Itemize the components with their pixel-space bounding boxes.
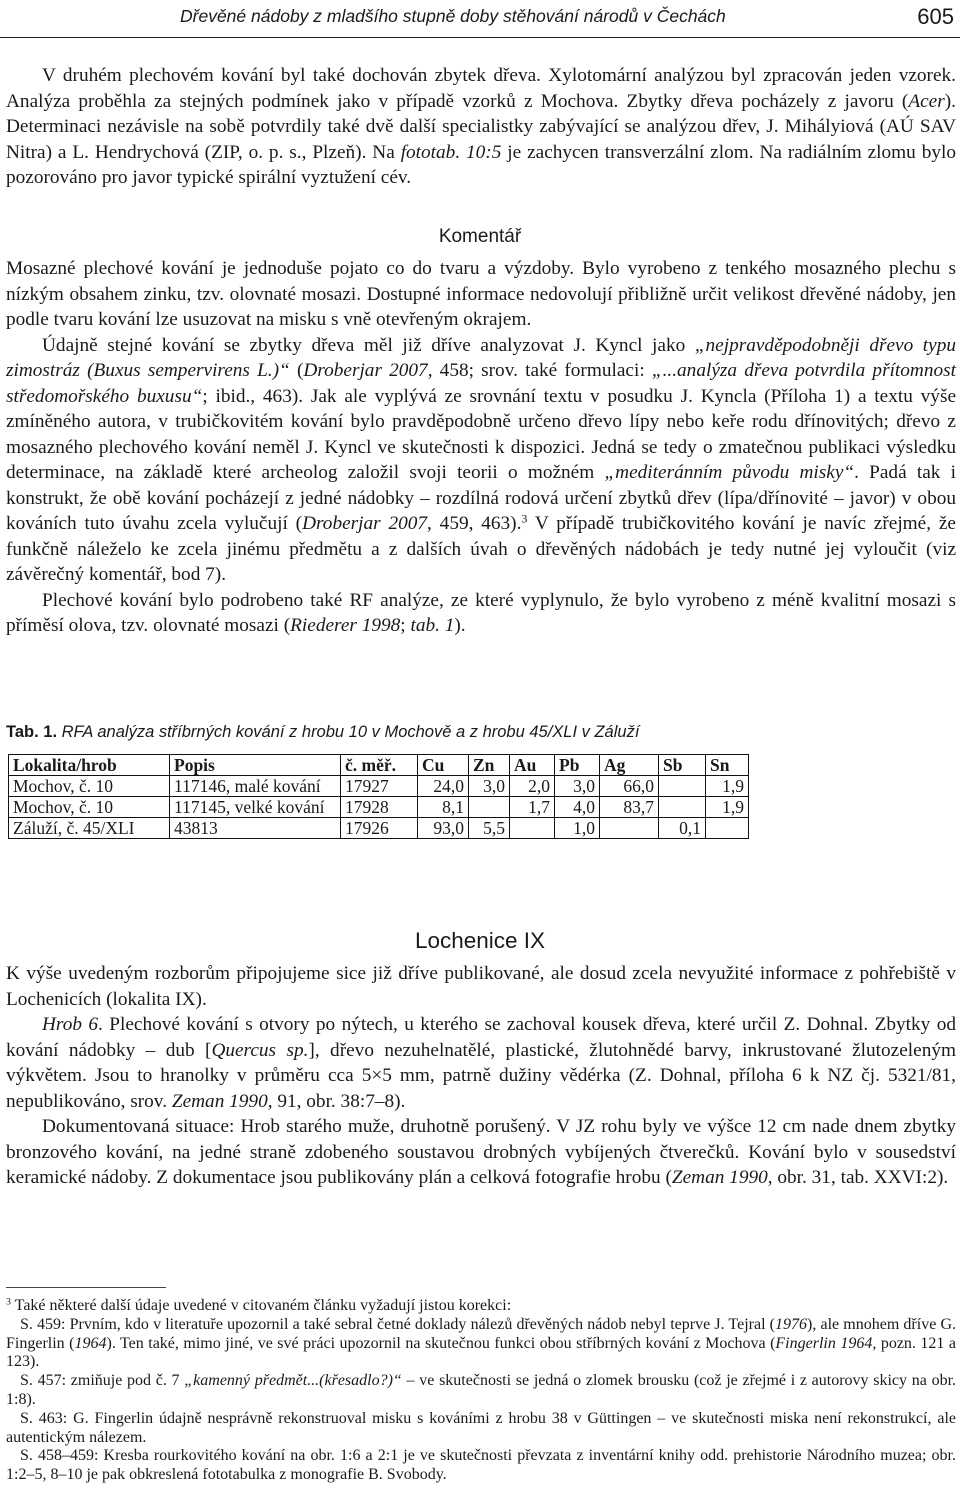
footnote-item	[6, 1372, 956, 1410]
footnote-item: S. 458–459: Kresba rourkovitého kování na obr. 1:6 a 2:1 je ve skutečnosti převzata z inventární knihy odd. prehistorie Národního muzea; obr. 1:2–5, 8–10 je pak obkreslená fototabulka z monografie B. Svobody.	[6, 1447, 956, 1484]
quote: „kamenný předmět...(křesadlo?)“	[184, 1372, 402, 1390]
table-cell: 43813	[170, 818, 341, 839]
text-run: Dokumentovaná situace: Hrob starého muže, druhotně porušený. V JZ rohu byly ve výšce 12 cm nade dnem zbytky bronzového kování, na jedné straně zdobeného soustavou drobných vybíjených čtverečků. Kování bylo v sousedství keramické nádoby. Z dokumentace jsou publikovány plán a celková fotografie hrobu (	[6, 1116, 956, 1188]
text-run: Také některé další údaje uvedené v citovaném článku vyžadují jistou korekci:	[10, 1297, 512, 1314]
table-cell: 0,1	[659, 818, 706, 839]
heading-lochenice: Lochenice IX	[414, 928, 546, 953]
komentar-section	[6, 256, 956, 639]
text-run: S. 459: Prvním, kdo v literatuře upozornil a také sebral četné doklady nálezů dřevěných nádob nebyl teprve J. Tejral (	[20, 1315, 775, 1333]
table-cell: 117146, malé kování	[170, 776, 341, 797]
citation-year: 1976	[775, 1315, 807, 1333]
komentar-paragraph-3	[6, 588, 956, 639]
table-cell: 1,9	[706, 797, 749, 818]
text-run: ], dřevo nezuhelnatělé, plastické, žlutohnědé barvy, inkrustované žlutozeleným výkvětem. Jsou to hranolky v průměru cca 5×5 mm, patrně dužiny vědérka (Z. Dohnal, příloha 6 k NZ čj. 5321/81, nepublikováno, srov.	[6, 1039, 956, 1112]
table-caption-text: RFA analýza stříbrných kování z hrobu 10 v Mochově a z hrobu 45/XLI v Záluží	[57, 723, 640, 741]
col-header: Ag	[600, 755, 659, 776]
komentar-paragraph-2	[6, 333, 956, 588]
text-run: ; ibid., 463). Jak ale vyplývá ze srovnání textu v posudku J. Kyncla (Příloha 1) a textu výše zmíněného autora, v trubičkovitém kování bylo pravděpodobně určeno dřevo lípy nebo keře rodu dřínovitých; dřevo z mosazného plechového kování neměl J. Kyncl ve skutečnosti k dispozici. Jedná se tedy o zmatečnou publikaci výsledku determinace, na základě které archeolog založil svoji teorii o možném	[6, 385, 957, 483]
lochenice-paragraph-1: K výše uvedeným rozborům připojujeme sice již dříve publikované, ale dosud zcela nevyužité informace z pohřebiště v Lochenicích (lokalita IX).	[6, 963, 956, 1010]
grave-label: Hrob 6	[42, 1014, 99, 1035]
col-header: Popis	[170, 755, 341, 776]
table-cell	[659, 776, 706, 797]
citation: Zeman 1990	[671, 1167, 768, 1188]
text-run: . Padá tak i konstrukt, že obě kování pocházejí z jedné nádobky – rozdílná rodová určení zbytků dřev (lípa/dřínovité – javor) v obou kováních tuto úvahu zcela vylučují (	[6, 462, 956, 534]
table-cell: 5,5	[469, 818, 510, 839]
table-ref: tab. 1	[410, 615, 455, 636]
footnote-marker[interactable]: 3	[521, 511, 528, 526]
table-header-row	[9, 755, 749, 776]
taxon-acer: Acer	[908, 90, 945, 112]
text-run: ). Determinaci nezávisle na sobě potvrdily také dvě další specialistky zabývající se analýzou dřev, J. Mihályiová (AÚ SAV Nitra) a L. Hendrychová (ZIP, o. p. s., Plzeň). Na	[6, 90, 956, 163]
taxon-quercus: Quercus sp.	[211, 1039, 309, 1061]
page-number: 605	[917, 4, 954, 29]
text-run: , 91, obr. 38:7–8).	[267, 1090, 406, 1112]
text-run: , 459, 463).	[427, 513, 522, 534]
table-cell: 83,7	[600, 797, 659, 818]
col-header: Zn	[469, 755, 510, 776]
citation: Zeman 1990	[171, 1090, 268, 1112]
table-cell: Mochov, č. 10	[9, 776, 170, 797]
col-header: č. měř.	[341, 755, 418, 776]
table-cell	[510, 818, 555, 839]
running-header	[0, 2, 960, 36]
table-cell: 3,0	[555, 776, 600, 797]
table-cell: 17927	[341, 776, 418, 797]
table-cell: 4,0	[555, 797, 600, 818]
table-row	[9, 776, 749, 797]
intro-paragraph	[6, 63, 956, 191]
text-run: V druhém plechovém kování byl také dochován zbytek dřeva. Xylotomární analýzou byl zpracován jeden vzorek. Analýza proběhla za stejných podmínek jako v případě vzorků z Mochova. Zbytky dřeva pocházely z javoru (	[6, 65, 956, 112]
col-header: Sb	[659, 755, 706, 776]
citation: Riederer 1998	[290, 615, 401, 636]
table-caption-label: Tab. 1.	[6, 723, 58, 741]
text-run: , pozn. 121 a 123).	[6, 1334, 957, 1371]
text-run: , 458; srov. také formulaci:	[427, 360, 652, 381]
citation: Droberjar 2007	[302, 513, 428, 534]
table-cell	[469, 797, 510, 818]
citation-year: 1964	[74, 1334, 107, 1352]
col-header: Cu	[418, 755, 469, 776]
table-cell: 1,7	[510, 797, 555, 818]
header-rule	[0, 37, 960, 38]
text-run: (	[289, 360, 304, 381]
komentar-paragraph-1: Mosazné plechové kování je jednoduše pojato co do tvaru a výzdoby. Bylo vyrobeno z tenkého mosazného plechu s nízkým obsahem zinku, tzv. olovnaté mosazi. Dostupné informace nedovolují přibližně určit velikost dřevěné nádoby, jen podle tvaru kování lze usuzovat na misku s vně otevřeným okrajem.	[6, 258, 956, 330]
col-header: Sn	[706, 755, 749, 776]
intro-section	[6, 63, 956, 191]
table-cell	[600, 818, 659, 839]
lochenice-paragraph-2	[6, 1012, 956, 1114]
citation: Droberjar 2007	[303, 360, 428, 381]
rfa-table	[8, 754, 749, 839]
col-header: Pb	[555, 755, 600, 776]
table-cell: 8,1	[418, 797, 469, 818]
table-cell: 17928	[341, 797, 418, 818]
table-cell: 1,9	[706, 776, 749, 797]
table-cell	[706, 818, 749, 839]
footnote-rule	[6, 1287, 166, 1288]
text-run: ;	[400, 615, 411, 636]
photo-plate-ref: fototab. 10:5	[400, 141, 502, 163]
table-cell: 93,0	[418, 818, 469, 839]
table-cell: 3,0	[469, 776, 510, 797]
table-caption	[6, 723, 639, 742]
text-run: Plechové kování bylo podrobeno také RF analýze, ze které vyplynulo, že bylo vyrobeno z méně kvalitní mosazi s příměsí olova, tzv. olovnaté mosazi (	[6, 589, 956, 636]
heading-komentar: Komentář	[438, 226, 522, 247]
text-run: V případě trubičkovitého kování je navíc zřejmé, že funkčně náleželo ke zcela jinému předmětu a z dalších úvah o dřevěných nádobách je tedy nutné jej vyloučit (viz závěrečný komentář, bod 7).	[6, 513, 956, 585]
table-cell: 24,0	[418, 776, 469, 797]
footnote-number: 3	[6, 1296, 11, 1308]
text-run: S. 457: zmiňuje pod č. 7	[20, 1372, 185, 1390]
quote: „mediteránním původu misky“	[604, 462, 855, 483]
table-cell: 2,0	[510, 776, 555, 797]
text-run: ), ale mnohem dříve G. Fingerlin (	[6, 1315, 957, 1352]
quote: „nejpravděpodobněji dřevo typu zimostráz (Buxus sempervirens L.)“	[6, 334, 956, 381]
table-cell: 66,0	[600, 776, 659, 797]
lochenice-paragraph-3	[6, 1114, 956, 1191]
footnotes	[6, 1297, 956, 1485]
text-run: – ve skutečnosti se jedná o zlomek brousku (což je zřejmé i z autorovy skicy na obr. 1:8).	[6, 1372, 957, 1408]
quote: „...analýza dřeva potvrdila přítomnost středomořského buxusu“	[6, 360, 956, 407]
footnote-item	[6, 1316, 956, 1372]
table-cell: 17926	[341, 818, 418, 839]
footnote-intro	[6, 1297, 956, 1316]
table-cell: 117145, velké kování	[170, 797, 341, 818]
footnote-item: S. 463: G. Fingerlin údajně nesprávně rekonstruoval misku s kováními z hrobu 38 v Güttingen – ve skutečnosti miska není rekonstrukcí, ale autentickým nálezem.	[6, 1409, 956, 1446]
lochenice-section	[6, 961, 956, 1191]
running-title: Dřevěné nádoby z mladšího stupně doby stěhování národů v Čechách	[180, 6, 726, 26]
table-cell: Záluží, č. 45/XLI	[9, 818, 170, 839]
col-header: Au	[510, 755, 555, 776]
table-cell: 1,0	[555, 818, 600, 839]
col-header: Lokalita/hrob	[9, 755, 170, 776]
citation: Fingerlin 1964	[775, 1334, 873, 1352]
text-run: ). Ten také, mimo jiné, ve své práci upozornil na skutečnou funkci obou stříbrných kování z Mochova (	[106, 1334, 776, 1352]
text-run: je zachycen transverzální zlom. Na radiálním zlomu bylo pozorováno pro javor typické spirální vyztužení cév.	[6, 141, 956, 188]
text-run: Údajně stejné kování se zbytky dřeva měl již dříve analyzovat J. Kyncl jako	[42, 334, 695, 356]
table-cell	[659, 797, 706, 818]
text-run: , obr. 31, tab. XXVI:2).	[767, 1167, 949, 1188]
text-run: . Plechové kování s otvory po nýtech, u kterého se zachoval kousek dřeva, které určil Z. Dohnal. Zbytky od kování nádobky – dub [	[6, 1014, 956, 1061]
table-row	[9, 818, 749, 839]
table-row	[9, 797, 749, 818]
text-run: ).	[454, 615, 466, 636]
table-cell: Mochov, č. 10	[9, 797, 170, 818]
